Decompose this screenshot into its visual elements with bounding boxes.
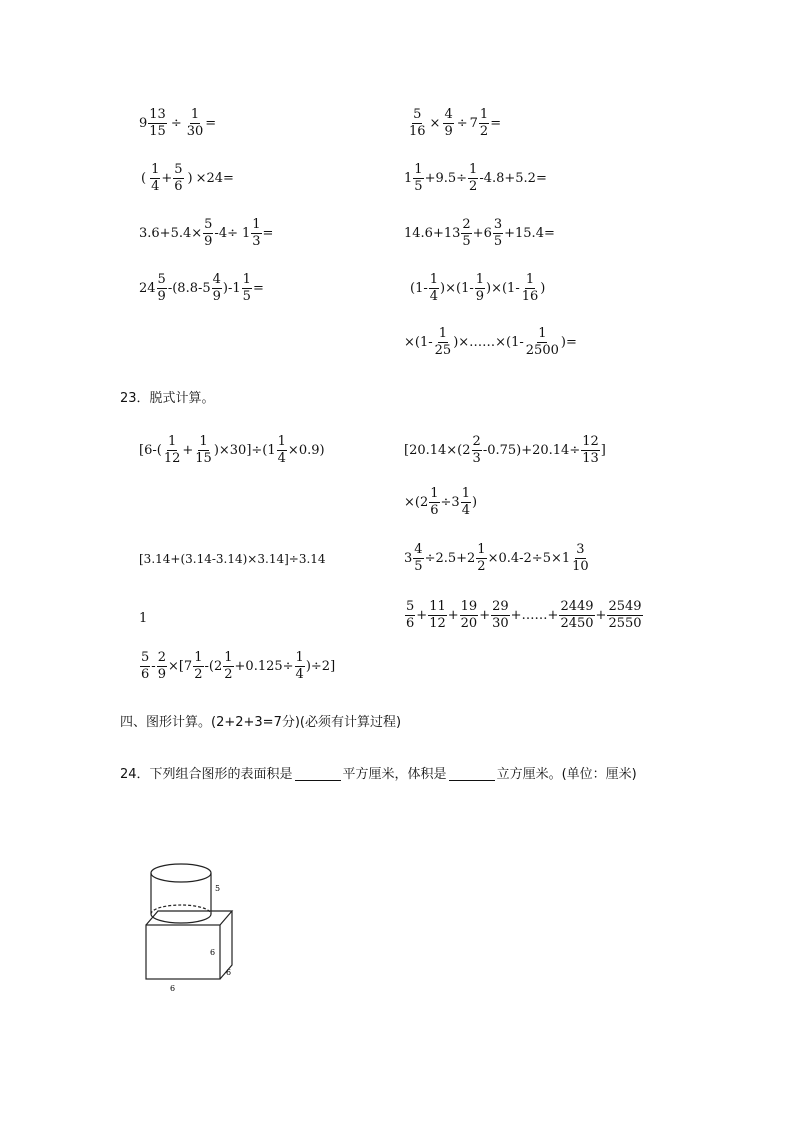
fraction: $\frac{1}{30}$ xyxy=(186,107,204,139)
fraction: $\frac{5}{6}$ xyxy=(174,162,183,194)
fraction: $\frac{5}{16}$ xyxy=(409,107,426,139)
q22-expr-5: 3.6+5.4× $\frac{5}{9}$ -4÷ 1 $\frac{1}{3}$ = xyxy=(139,217,274,249)
label-cube-height: 6 xyxy=(210,948,216,957)
fraction: $\frac{1}{2}$ xyxy=(224,650,233,682)
fraction: $\frac{3}{5}$ xyxy=(493,217,503,249)
q24-text: 24．下列组合图形的表面积是 平方厘米，体积是 立方厘米。(单位：厘米) xyxy=(120,767,637,782)
fraction: $\frac{4}{5}$ xyxy=(414,542,423,574)
fraction: $\frac{1}{16}$ xyxy=(521,272,539,304)
q22-expr-4: 1 $\frac{1}{5}$ +9.5÷ $\frac{1}{2}$ -4.8+5.2= xyxy=(404,162,547,194)
fraction: $\frac{1}{4}$ xyxy=(277,434,286,466)
fraction: $\frac{2}{9}$ xyxy=(157,650,166,682)
fraction: $\frac{1}{5}$ xyxy=(242,272,251,304)
fraction: $\frac{13}{15}$ xyxy=(149,107,166,139)
fraction: $\frac{1}{2}$ xyxy=(469,162,478,194)
fraction: $\frac{1}{9}$ xyxy=(475,272,485,304)
fraction: $\frac{19}{20}$ xyxy=(460,599,478,631)
label-cube-depth: 6 xyxy=(226,968,232,977)
q22-expr-8b: ×(1- $\frac{1}{25}$ )×……×(1- $\frac{1}{2500}$ )= xyxy=(404,326,577,358)
q23-expr-5: 1 xyxy=(139,611,148,626)
fraction: $\frac{2}{5}$ xyxy=(462,217,471,249)
q22-expr-7: 24 $\frac{5}{9}$ -(8.8-5 $\frac{4}{9}$ )-1 $\frac{1}{5}$ = xyxy=(139,272,264,304)
fraction: $\frac{1}{6}$ xyxy=(430,486,439,518)
q23-expr-4: 3 $\frac{4}{5}$ ÷2.5+2 $\frac{1}{2}$ ×0.4-2÷5×1 $\frac{3}{10}$ xyxy=(404,542,589,574)
q23-label: 23．脱式计算。 xyxy=(120,391,215,406)
q22-expr-6: 14.6+13 $\frac{2}{5}$ +6 $\frac{3}{5}$ +15.4= xyxy=(404,217,555,249)
fraction: $\frac{5}{9}$ xyxy=(204,217,213,249)
cylinder-on-cube-figure xyxy=(130,845,240,995)
fraction: $\frac{5}{9}$ xyxy=(157,272,166,304)
label-cube-width: 6 xyxy=(170,984,176,993)
fraction: $\frac{1}{4}$ xyxy=(295,650,304,682)
answer-blank-surface-area[interactable] xyxy=(295,768,341,781)
answer-blank-volume[interactable] xyxy=(449,768,495,781)
q23-expr-2b: ×(2 $\frac{1}{6}$ ÷3 $\frac{1}{4}$ ) xyxy=(404,486,478,518)
q22-expr-3: ( $\frac{1}{4}$ + $\frac{5}{6}$ ) ×24= xyxy=(141,162,234,194)
fraction: $\frac{1}{12}$ xyxy=(163,434,181,466)
q23-expr-1: [6-( $\frac{1}{12}$ + $\frac{1}{15}$ )×30]÷(1 $\frac{1}{4}$ ×0.9) xyxy=(139,434,325,466)
q22-expr-2: $\frac{5}{16}$ × $\frac{4}{9}$ ÷ 7 $\frac{1}{2}$ = xyxy=(409,107,502,139)
fraction: $\frac{1}{25}$ xyxy=(434,326,452,358)
q23-expr-6: $\frac{5}{6}$ + $\frac{11}{12}$ + $\frac{19}{20}$ + $\frac{29}{30}$ +……+ $\frac{2449}{2450}$ + $\frac{2549}{2550}$ xyxy=(406,599,642,631)
fraction: $\frac{12}{13}$ xyxy=(582,434,599,466)
fraction: $\frac{29}{30}$ xyxy=(492,599,509,631)
fraction: $\frac{1}{2}$ xyxy=(479,107,489,139)
label-cylinder-height: 5 xyxy=(215,884,221,893)
fraction: $\frac{5}{6}$ xyxy=(406,599,415,631)
fraction: $\frac{4}{9}$ xyxy=(444,107,453,139)
fraction: $\frac{1}{5}$ xyxy=(414,162,423,194)
fraction: $\frac{2449}{2450}$ xyxy=(560,599,594,631)
fraction: $\frac{1}{2}$ xyxy=(477,542,486,574)
q23-expr-2a: [20.14×(2 $\frac{2}{3}$ -0.75)+20.14÷ $\frac{12}{13}$ ] xyxy=(404,434,606,466)
fraction: $\frac{1}{4}$ xyxy=(429,272,439,304)
fraction: $\frac{2}{3}$ xyxy=(472,434,481,466)
q22-expr-8a: (1- $\frac{1}{4}$ )×(1- $\frac{1}{9}$ )×(1- $\frac{1}{16}$ ) xyxy=(410,272,546,304)
fraction: $\frac{2549}{2550}$ xyxy=(608,599,642,631)
fraction: $\frac{1}{15}$ xyxy=(195,434,212,466)
fraction: $\frac{1}{2500}$ xyxy=(525,326,559,358)
fraction: $\frac{3}{10}$ xyxy=(572,542,589,574)
q22-expr-1: 9 $\frac{13}{15}$ ÷ $\frac{1}{30}$ = xyxy=(139,107,217,139)
fraction: $\frac{1}{2}$ xyxy=(194,650,203,682)
fraction: $\frac{1}{3}$ xyxy=(252,217,261,249)
fraction: $\frac{1}{4}$ xyxy=(461,486,470,518)
q23-expr-3: [3.14+(3.14-3.14)×3.14]÷3.14 xyxy=(139,552,326,566)
q23-expr-7: $\frac{5}{6}$ - $\frac{2}{9}$ ×[7 $\frac{1}{2}$ -(2 $\frac{1}{2}$ +0.125÷ $\frac{1}{4}$ )÷2] xyxy=(141,650,336,682)
fraction: $\frac{11}{12}$ xyxy=(429,599,446,631)
fraction: $\frac{4}{9}$ xyxy=(212,272,221,304)
fraction: $\frac{1}{4}$ xyxy=(151,162,160,194)
fraction: $\frac{5}{6}$ xyxy=(141,650,150,682)
section-4-heading: 四、图形计算。(2+2+3=7分)(必须有计算过程) xyxy=(120,715,402,730)
